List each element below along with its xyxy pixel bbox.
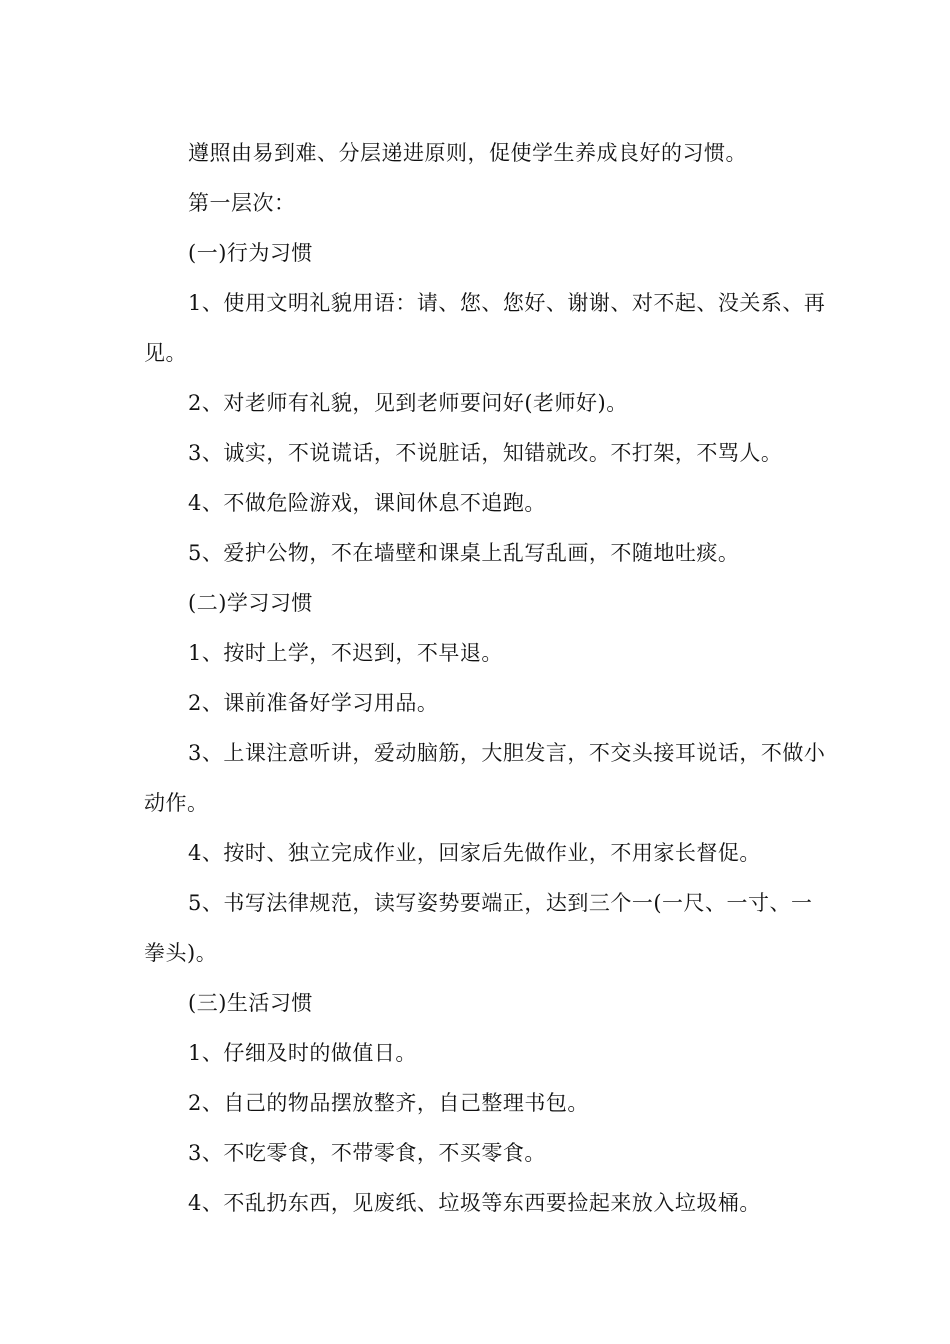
- list-item: 3、上课注意听讲，爱动脑筋，大胆发言，不交头接耳说话，不做小动作。: [144, 741, 826, 815]
- subsection-heading: (一)行为习惯: [188, 241, 313, 265]
- list-item: 5、书写法律规范，读写姿势要端正，达到三个一(一尺、一寸、一拳头)。: [144, 891, 813, 965]
- list-item: 4、按时、独立完成作业，回家后先做作业，不用家长督促。: [188, 841, 761, 865]
- subsection-heading: (二)学习习惯: [188, 591, 313, 615]
- list-item: 1、使用文明礼貌用语：请、您、您好、谢谢、对不起、没关系、再见。: [144, 291, 826, 365]
- paragraph: 遵照由易到难、分层递进原则，促使学生养成良好的习惯。: [188, 141, 747, 165]
- list-item: 2、自己的物品摆放整齐，自己整理书包。: [188, 1091, 589, 1115]
- list-item: 3、诚实，不说谎话，不说脏话，知错就改。不打架，不骂人。: [188, 441, 783, 465]
- list-item: 2、课前准备好学习用品。: [188, 691, 439, 715]
- subsection-heading: (三)生活习惯: [188, 991, 313, 1015]
- list-item: 5、爱护公物，不在墙壁和课桌上乱写乱画，不随地吐痰。: [188, 541, 740, 565]
- list-item: 4、不做危险游戏，课间休息不追跑。: [188, 491, 546, 515]
- list-item: 1、按时上学，不迟到，不早退。: [188, 641, 503, 665]
- list-item: 1、仔细及时的做值日。: [188, 1041, 417, 1065]
- list-item: 4、不乱扔东西，见废纸、垃圾等东西要捡起来放入垃圾桶。: [188, 1191, 761, 1215]
- section-heading: 第一层次：: [188, 191, 296, 215]
- list-item: 3、不吃零食，不带零食，不买零食。: [188, 1141, 546, 1165]
- document-body: [144, 128, 830, 1228]
- list-item: 2、对老师有礼貌，见到老师要问好(老师好)。: [188, 391, 628, 415]
